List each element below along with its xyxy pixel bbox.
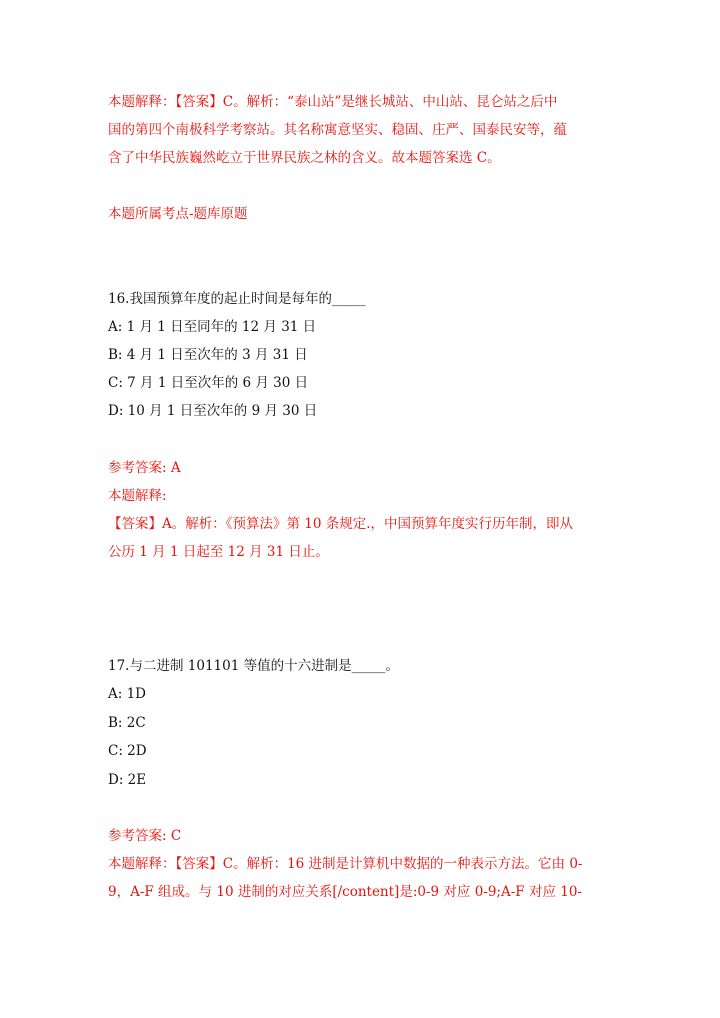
q16-answer: 参考答案: A: [108, 460, 181, 476]
q16-option-d: D: 10 月 1 日至次年的 9 月 30 日: [108, 403, 318, 419]
q17-explanation-line-2: 9，A-F 组成。与 10 进制的对应关系[/content]是:0-9 对应 0-9;A-F 对应 10-: [108, 884, 582, 900]
q16-option-b: B: 4 月 1 日至次年的 3 月 31 日: [108, 347, 308, 363]
q16-explanation-line-1: 【答案】A。解析：《预算法》第 10 条规定.，中国预算年度实行历年制，即从: [108, 516, 574, 532]
q16-explanation-line-2: 公历 1 月 1 日起至 12 月 31 日止。: [108, 544, 329, 560]
prev-explanation-line-1: 本题解释：【答案】C。解析：“泰山站”是继长城站、中山站、昆仑站之后中: [108, 94, 558, 110]
q17-option-d: D: 2E: [108, 772, 147, 788]
q17-option-a: A: 1D: [108, 686, 147, 702]
prev-explanation-line-3: 含了中华民族巍然屹立于世界民族之林的含义。故本题答案选 C。: [108, 150, 501, 166]
prev-source-note: 本题所属考点-题库原题: [108, 206, 248, 222]
q16-option-c: C: 7 月 1 日至次年的 6 月 30 日: [108, 375, 309, 391]
q16-explain-label: 本题解释:: [108, 488, 167, 504]
q17-explanation-line-1: 本题解释：【答案】C。解析：16 进制是计算机中数据的一种表示方法。它由 0-: [108, 856, 583, 872]
prev-explanation-line-2: 国的第四个南极科学考察站。其名称寓意坚实、稳固、庄严、国泰民安等，蕴: [108, 122, 567, 138]
q17-stem: 17.与二进制 101101 等值的十六进制是_____。: [108, 658, 399, 674]
q17-option-b: B: 2C: [108, 715, 146, 731]
q16-option-a: A: 1 月 1 日至同年的 12 月 31 日: [108, 319, 317, 335]
q17-answer: 参考答案: C: [108, 828, 182, 844]
q16-stem: 16.我国预算年度的起止时间是每年的_____: [108, 291, 366, 307]
q17-option-c: C: 2D: [108, 743, 147, 759]
